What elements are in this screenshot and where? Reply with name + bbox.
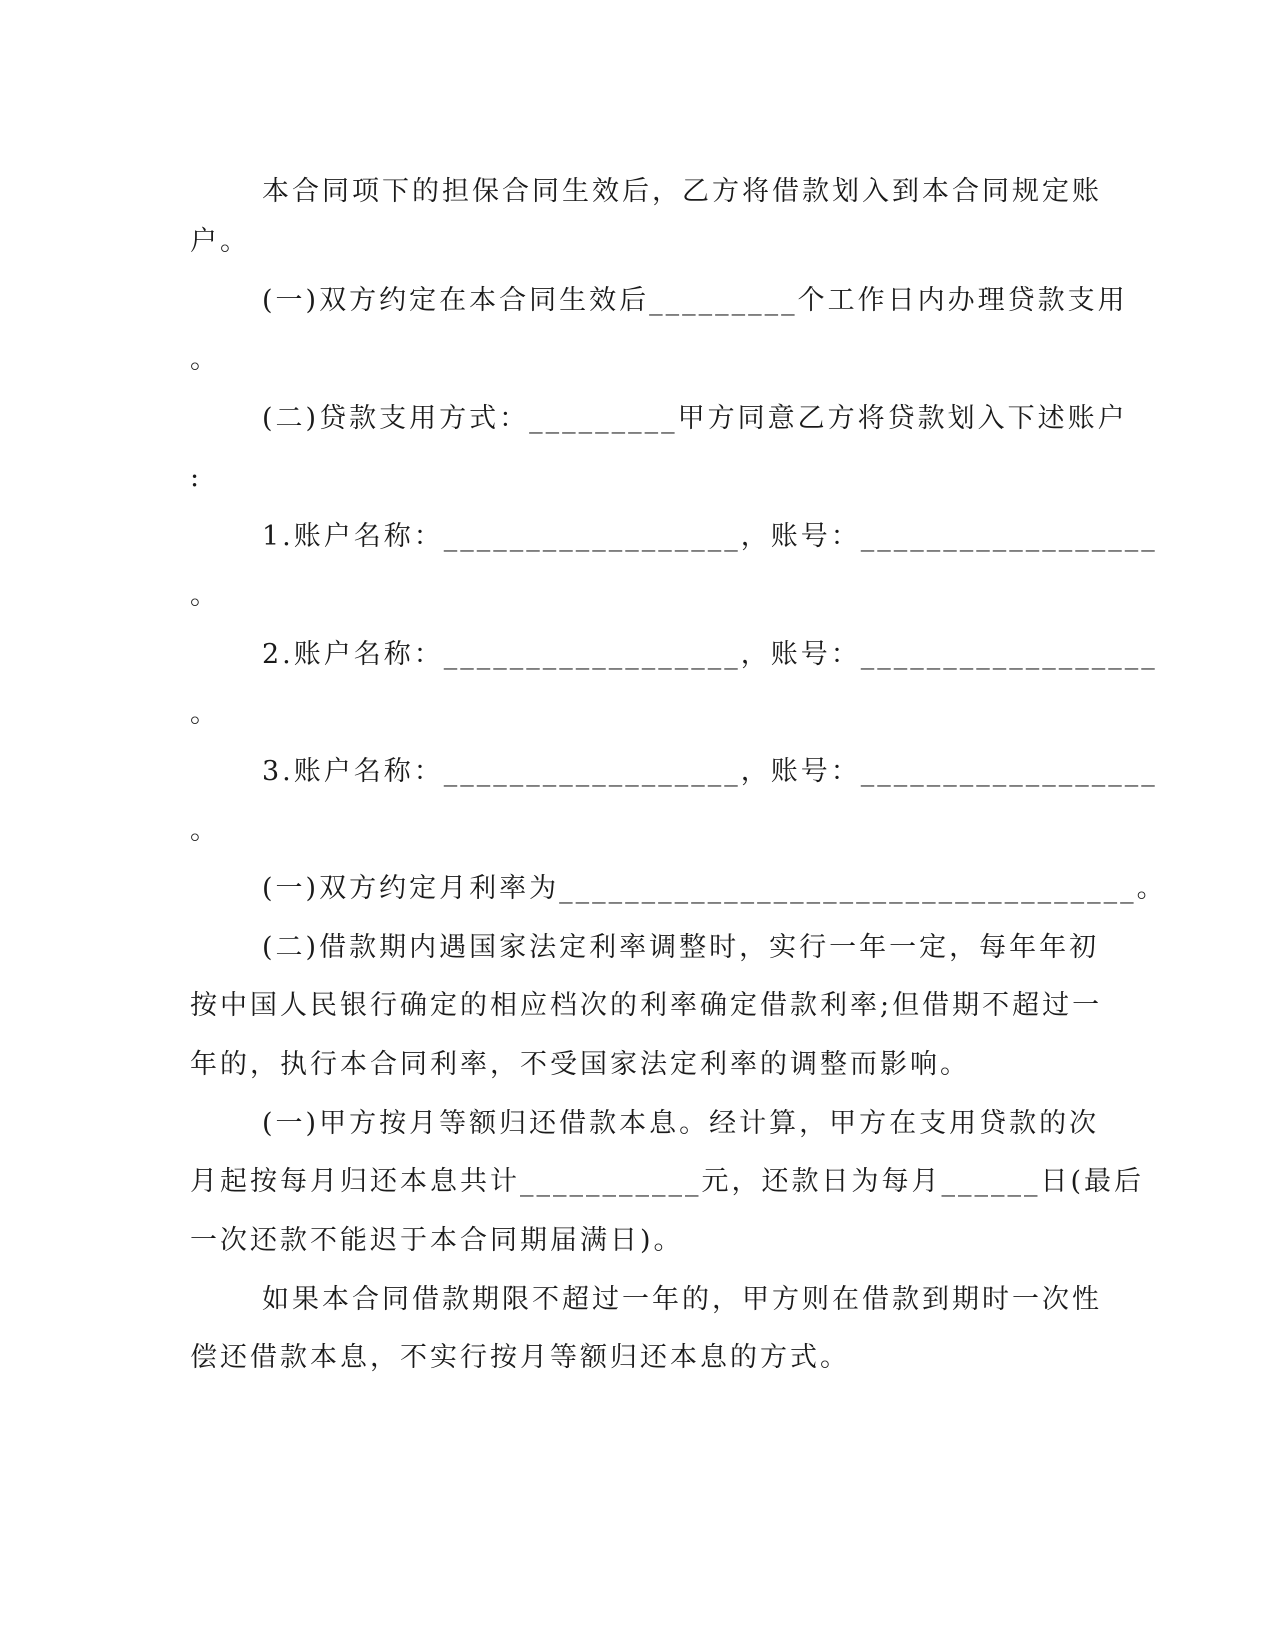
account-line-1-end: 。: [190, 580, 220, 611]
account-line-2: 2.账户名称：__________________，账号：__________________: [262, 639, 1158, 670]
paragraph-line: 月起按每月归还本息共计___________元，还款日为每月______日(最后: [190, 1166, 1145, 1197]
paragraph-line: 如果本合同借款期限不超过一年的，甲方则在借款到期时一次性: [262, 1284, 1102, 1315]
paragraph-line: (一)甲方按月等额归还借款本息。经计算，甲方在支用贷款的次: [262, 1108, 1100, 1139]
clause-line: 。: [190, 344, 220, 375]
account-line-2-end: 。: [190, 698, 220, 729]
paragraph-line: 年的，执行本合同利率，不受国家法定利率的调整而影响。: [190, 1049, 970, 1080]
paragraph-line: 户。: [190, 226, 250, 257]
account-line-3: 3.账户名称：__________________，账号：__________________: [262, 756, 1158, 787]
paragraph-line: 按中国人民银行确定的相应档次的利率确定借款利率;但借期不超过一: [190, 990, 1103, 1021]
paragraph-line: 偿还借款本息，不实行按月等额归还本息的方式。: [190, 1342, 850, 1373]
clause-line: (一)双方约定在本合同生效后_________个工作日内办理贷款支用: [262, 285, 1128, 316]
paragraph-line: (二)借款期内遇国家法定利率调整时，实行一年一定，每年年初: [262, 932, 1100, 963]
clause-line: :: [190, 462, 203, 493]
paragraph-line: 本合同项下的担保合同生效后，乙方将借款划入到本合同规定账: [262, 176, 1102, 207]
account-line-1: 1.账户名称：__________________，账号：__________________: [262, 521, 1158, 552]
account-line-3-end: 。: [190, 815, 220, 846]
interest-rate-line: (一)双方约定月利率为___________________________________。: [262, 873, 1167, 904]
clause-line: (二)贷款支用方式：_________甲方同意乙方将贷款划入下述账户: [262, 403, 1128, 434]
paragraph-line: 一次还款不能迟于本合同期届满日)。: [190, 1225, 684, 1256]
